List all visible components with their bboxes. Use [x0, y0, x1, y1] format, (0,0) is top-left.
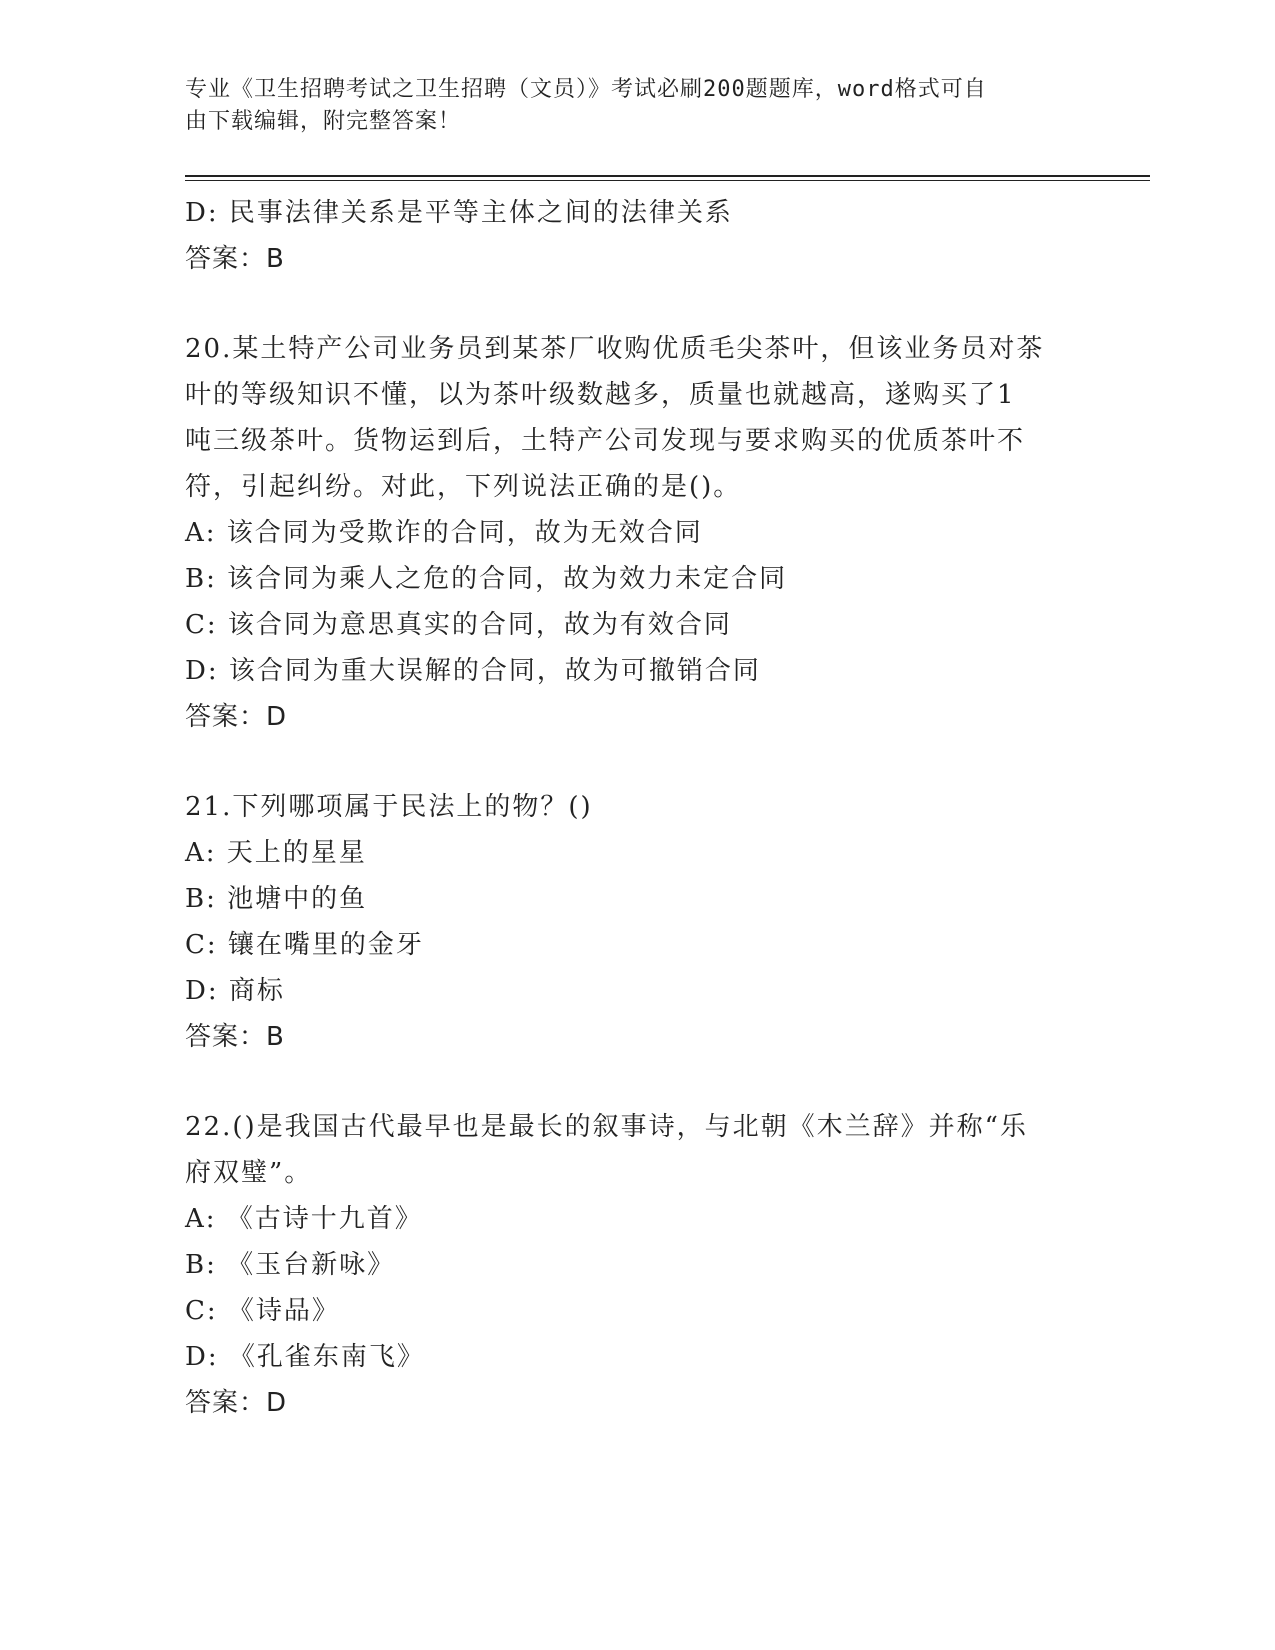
option-d: D: 《孔雀东南飞》: [185, 1342, 425, 1372]
option-b: B: 池塘中的鱼: [185, 884, 368, 914]
question-22: [185, 1104, 1075, 1426]
stem-line: 21.下列哪项属于民法上的物？(): [185, 792, 593, 822]
option-d: D: 商标: [185, 976, 285, 1006]
option-a: A: 该合同为受欺诈的合同，故为无效合同: [185, 518, 703, 548]
answer: 答案：D: [185, 1388, 288, 1418]
option-a: A: 天上的星星: [185, 838, 367, 868]
question-list: [185, 190, 1075, 1426]
question-19-tail: [185, 190, 1075, 282]
option-b: B: 《玉台新咏》: [185, 1250, 396, 1280]
spacer: [185, 282, 1075, 326]
stem-line: 22.()是我国古代最早也是最长的叙事诗，与北朝《木兰辞》并称“乐: [185, 1112, 1028, 1142]
answer: 答案：B: [185, 244, 285, 274]
question-stem: [185, 326, 1075, 510]
question-stem: [185, 1104, 1075, 1196]
stem-line: 符，引起纠纷。对此，下列说法正确的是()。: [185, 472, 742, 502]
option-d: D: 该合同为重大误解的合同，故为可撤销合同: [185, 656, 761, 686]
stem-line: 20.某土特产公司业务员到某茶厂收购优质毛尖茶叶，但该业务员对茶: [185, 334, 1045, 364]
spacer: [185, 740, 1075, 784]
question-20: [185, 326, 1075, 740]
header-line-2: 由下载编辑，附完整答案！: [185, 109, 462, 134]
option-c: C: 《诗品》: [185, 1296, 340, 1326]
header-divider: [185, 175, 1150, 177]
answer: 答案：B: [185, 1022, 285, 1052]
question-21: [185, 784, 1075, 1060]
header-line-1: 专业《卫生招聘考试之卫生招聘（文员）》考试必刷200题题库，word格式可自: [185, 77, 987, 102]
stem-line: 吨三级茶叶。货物运到后，土特产公司发现与要求购买的优质茶叶不: [185, 426, 1026, 456]
option-a: A: 《古诗十九首》: [185, 1204, 423, 1234]
option-b: B: 该合同为乘人之危的合同，故为效力未定合同: [185, 564, 788, 594]
answer: 答案：D: [185, 702, 288, 732]
question-stem: [185, 784, 1075, 830]
header-divider-thin: [185, 180, 1150, 181]
document-header: [185, 74, 1065, 138]
option-d: D: 民事法律关系是平等主体之间的法律关系: [185, 198, 733, 228]
stem-line: 府双璧”。: [185, 1158, 313, 1188]
spacer: [185, 1060, 1075, 1104]
option-c: C: 镶在嘴里的金牙: [185, 930, 424, 960]
stem-line: 叶的等级知识不懂，以为茶叶级数越多，质量也就越高，遂购买了1: [185, 380, 1016, 410]
option-c: C: 该合同为意思真实的合同，故为有效合同: [185, 610, 732, 640]
